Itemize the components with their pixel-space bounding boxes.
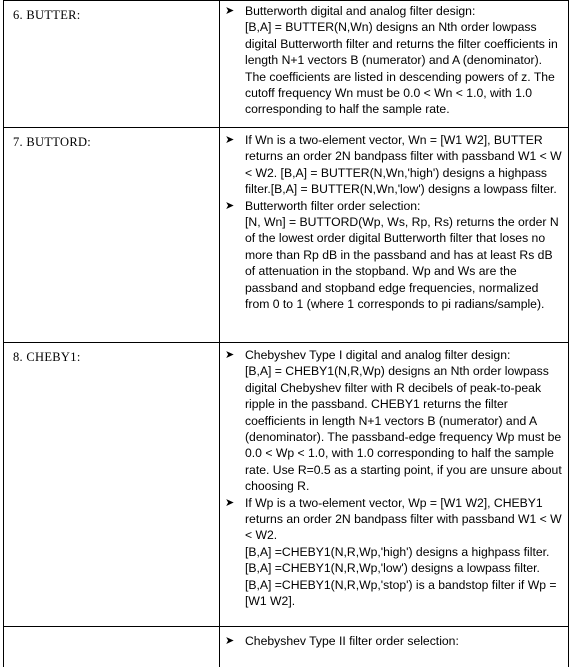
description-line: [B,A] = CHEBY1(N,R,Wp) designs an Nth order lowpass digital Chebyshev filter with R decibels of peak-to-peak ripple in the passband. CHEBY1 returns the filter coefficients in length N+1 vectors B (numerator) and A (denominator). The passband-edge frequency Wp must be 0.0 < Wp < 1.0, with 1.0 corresponding to half the sample rate. Use R=0.5 as a starting point, if you are unsure about choosing R. xyxy=(245,364,562,494)
arrow-bullet-icon: ➤ xyxy=(225,134,235,146)
description-line: Chebyshev Type I digital and analog filter design: xyxy=(245,348,511,362)
arrow-bullet-icon: ➤ xyxy=(225,496,235,509)
description-line: [B,A] =CHEBY1(N,R,Wp,'high') designs a highpass filter. xyxy=(245,544,550,559)
description-cell xyxy=(220,343,568,612)
bullet-item xyxy=(223,198,562,313)
description-line: Butterworth filter order selection: xyxy=(245,198,421,213)
description-line: [B,A] = BUTTER(N,Wn) designs an Nth order lowpass digital Butterworth filter and returns the filter coefficients in length N+1 vectors B (numerator) and A (denominator). The coefficients are listed in descending powers of z. The cutoff frequency Wn must be 0.0 < Wn < 1.0, with 1.0 corresponding to half the sample rate. xyxy=(245,20,558,117)
function-name-cell xyxy=(4,128,220,342)
function-table xyxy=(3,0,569,667)
function-name: 7. BUTTORD: xyxy=(13,135,92,149)
bullet-item xyxy=(223,495,562,610)
function-name-cell xyxy=(4,343,220,626)
description-cell xyxy=(220,627,568,651)
function-name-cell xyxy=(4,627,220,667)
description-cell xyxy=(220,1,568,120)
arrow-bullet-icon: ➤ xyxy=(225,349,235,361)
description-line: If Wp is a two-element vector, Wp = [W1 W2], CHEBY1 returns an order 2N bandpass filter with passband W1 < W < W2. xyxy=(245,495,562,543)
function-name-cell xyxy=(4,1,220,127)
table-row xyxy=(3,343,569,627)
description-line: If Wn is a two-element vector, Wn = [W1 W2], BUTTER returns an order 2N bandpass filter with passband W1 < W < W2. [B,A] = BUTTER(N,Wn,'high') designs a highpass filter.[B,A] = BUTTER(N,Wn,'low') designs a lowpass filter. xyxy=(245,133,562,197)
arrow-bullet-icon: ➤ xyxy=(225,199,235,212)
description-line: [B,A] =CHEBY1(N,R,Wp,'stop') is a bandstop filter if Wp = [W1 W2]. xyxy=(245,577,557,609)
description-line: [B,A] =CHEBY1(N,R,Wp,'low') designs a lowpass filter. xyxy=(245,561,540,576)
description-line: Butterworth digital and analog filter design: xyxy=(245,4,476,18)
arrow-bullet-icon: ➤ xyxy=(225,5,235,17)
description-line: [N, Wn] = BUTTORD(Wp, Ws, Rp, Rs) returns the order N of the lowest order digital Butterworth filter that loses no more than Rp dB in the passband and has at least Rs dB of attenuation in the stopband. Wp and Ws are the passband and stopband edge frequencies, normalized from 0 to 1 (where 1 corresponds to pi radians/sample). xyxy=(245,215,559,312)
table-row xyxy=(3,627,569,667)
bullet-item xyxy=(223,3,562,118)
bullet-item xyxy=(223,633,562,649)
function-name: 6. BUTTER: xyxy=(13,8,81,22)
description-line: Chebyshev Type II filter order selection: xyxy=(245,634,459,648)
function-name: 8. CHEBY1: xyxy=(13,350,81,364)
bullet-item xyxy=(223,132,562,198)
bullet-item xyxy=(223,347,562,495)
arrow-bullet-icon: ➤ xyxy=(225,635,235,647)
description-cell xyxy=(220,128,568,314)
table-row xyxy=(3,0,569,128)
table-row xyxy=(3,128,569,343)
